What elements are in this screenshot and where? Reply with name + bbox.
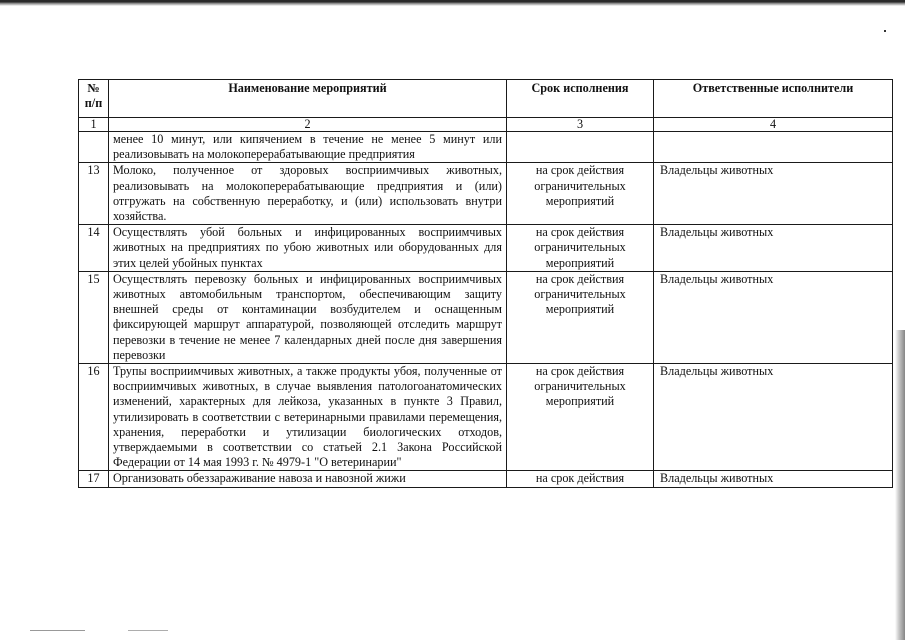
row-term: на срок действия ограничительных мероприятий [507, 271, 654, 363]
row-description: Организовать обеззараживание навоза и навозной жижи [109, 471, 507, 487]
header-num: № п/п [79, 80, 109, 118]
row-description: Трупы восприимчивых животных, а также продукты убоя, полученные от восприимчивых животных, в случае выявления патологоанатомических изменений, характерных для лейкоза, указанных в пункте 3 Правил, утилизировать в соответствии с ветеринарными правилами перемещения, хранения, переработки и утилизации биологических отходов, утверждаемыми в соответствии со статьей 2.1 Закона Российской Федерации от 14 мая 1993 г. № 4979-1 "О ветеринарии" [109, 364, 507, 471]
row-responsible: Владельцы животных [654, 163, 893, 225]
row-term: на срок действия ограничительных мероприятий [507, 225, 654, 272]
table-row [79, 271, 893, 363]
scan-speck [128, 630, 168, 631]
header-measures: Наименование мероприятий [109, 80, 507, 118]
scan-speck [884, 30, 886, 32]
header-responsible: Ответственные исполнители [654, 80, 893, 118]
scan-edge-top [0, 0, 905, 6]
row-num: 14 [79, 225, 109, 272]
row-responsible [654, 132, 893, 163]
row-num: 13 [79, 163, 109, 225]
column-index: 1 [79, 118, 109, 132]
column-index: 3 [507, 118, 654, 132]
header-term: Срок исполнения [507, 80, 654, 118]
table-row [79, 225, 893, 272]
column-index: 4 [654, 118, 893, 132]
row-responsible: Владельцы животных [654, 271, 893, 363]
row-num [79, 132, 109, 163]
row-term: на срок действия ограничительных мероприятий [507, 364, 654, 471]
row-term: на срок действия [507, 471, 654, 487]
table-row [79, 132, 893, 163]
row-responsible: Владельцы животных [654, 225, 893, 272]
row-description: Молоко, полученное от здоровых восприимчивых животных, реализовывать на молокоперерабатывающие предприятия и (или) отгружать на собственную переработку, и (или) использовать внутри хозяйства. [109, 163, 507, 225]
row-description: Осуществлять перевозку больных и инфицированных восприимчивых животных автомобильным транспортом, обеспечивающим защиту внешней среды от контаминации возбудителем и оснащенным фиксирующей маршрут аппаратурой, позволяющей отследить маршрут перевозки в течение не менее 7 календарных дней после дня завершения перевозки [109, 271, 507, 363]
table-header-row [79, 80, 893, 118]
column-index: 2 [109, 118, 507, 132]
row-description: Осуществлять убой больных и инфицированных восприимчивых животных на предприятиях по убою животных или оборудованных для этих целей убойных пунктах [109, 225, 507, 272]
row-responsible: Владельцы животных [654, 471, 893, 487]
scan-edge-right [895, 330, 905, 640]
row-num: 15 [79, 271, 109, 363]
table-row [79, 163, 893, 225]
row-term: на срок действия ограничительных мероприятий [507, 163, 654, 225]
row-num: 17 [79, 471, 109, 487]
row-description: менее 10 минут, или кипячением в течение не менее 5 минут или реализовывать на молокоперерабатывающие предприятия [109, 132, 507, 163]
row-responsible: Владельцы животных [654, 364, 893, 471]
column-index-row [79, 118, 893, 132]
row-term [507, 132, 654, 163]
row-num: 16 [79, 364, 109, 471]
table-row [79, 471, 893, 487]
table-row [79, 364, 893, 471]
measures-table [78, 79, 893, 488]
scan-speck [30, 630, 85, 631]
